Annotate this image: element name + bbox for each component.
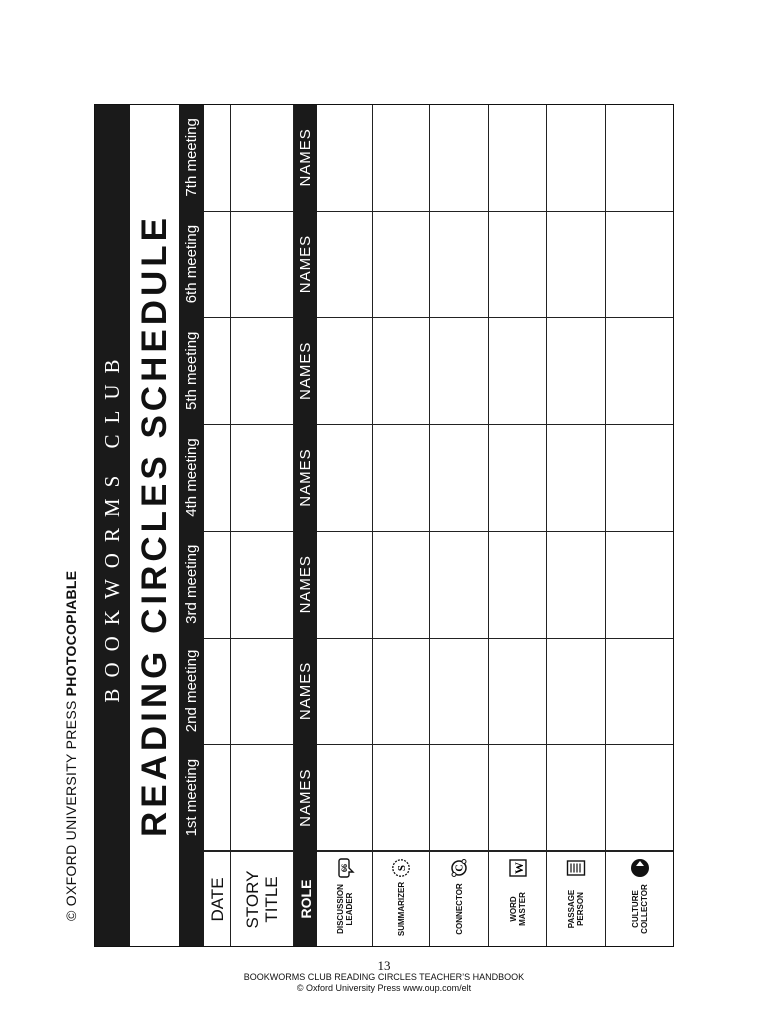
role-2-cell-6[interactable] (373, 211, 430, 318)
story-cell-4[interactable] (231, 424, 294, 531)
names-header-7: NAMES (294, 104, 317, 211)
role-6-cell-6[interactable] (606, 211, 674, 318)
story-cell-3[interactable] (231, 531, 294, 638)
photocopiable-label: PHOTOCOPIABLE (63, 570, 79, 697)
date-cell-3[interactable] (204, 531, 231, 638)
publisher-credit: © Oxford University Press www.oup.com/elt (296, 983, 472, 993)
role-name: PASSAGE PERSON (567, 889, 585, 929)
meeting-header-7: 7th meeting (179, 104, 204, 211)
names-header-2: NAMES (294, 638, 317, 745)
names-header-1: NAMES (294, 744, 317, 851)
meeting-header-1: 1st meeting (179, 744, 204, 851)
role-6-cell-1[interactable] (606, 744, 674, 851)
role-label-4 (489, 851, 547, 947)
role-2-cell-7[interactable] (373, 104, 430, 211)
s-circle-icon (391, 858, 411, 878)
svg-text:W: W (511, 862, 526, 874)
svg-text:66: 66 (339, 864, 349, 872)
role-2-cell-3[interactable] (373, 531, 430, 638)
role-1-cell-7[interactable] (317, 104, 373, 211)
role-4-cell-7[interactable] (489, 104, 547, 211)
role-1-cell-1[interactable] (317, 744, 373, 851)
schedule-sheet (94, 104, 674, 947)
meeting-header-6: 6th meeting (179, 211, 204, 318)
role-6-cell-4[interactable] (606, 424, 674, 531)
story-label-line1: STORY (243, 870, 262, 929)
role-5-cell-1[interactable] (547, 744, 606, 851)
role-6-cell-7[interactable] (606, 104, 674, 211)
role-3-cell-7[interactable] (430, 104, 489, 211)
copyright-notice (60, 570, 82, 921)
role-3-cell-5[interactable] (430, 317, 489, 424)
role-3-cell-4[interactable] (430, 424, 489, 531)
handbook-title: BOOKWORMS CLUB READING CIRCLES TEACHER’S HANDBOOK (243, 972, 525, 982)
story-cell-5[interactable] (231, 317, 294, 424)
date-cell-1[interactable] (204, 744, 231, 851)
svg-text:S: S (396, 864, 408, 872)
page-number: 13 (377, 958, 391, 973)
role-6-cell-2[interactable] (606, 638, 674, 745)
role-name: CONNECTOR (454, 883, 464, 935)
role-4-cell-6[interactable] (489, 211, 547, 318)
role-1-cell-2[interactable] (317, 638, 373, 745)
role-1-cell-5[interactable] (317, 317, 373, 424)
role-5-cell-3[interactable] (547, 531, 606, 638)
names-header-3: NAMES (294, 531, 317, 638)
role-5-cell-5[interactable] (547, 317, 606, 424)
role-3-cell-2[interactable] (430, 638, 489, 745)
connector-icon (449, 858, 469, 878)
meeting-header-4: 4th meeting (179, 424, 204, 531)
role-label-6 (606, 851, 674, 947)
meeting-header-blank (179, 851, 204, 947)
role-name: CULTURE COLLECTOR (630, 884, 649, 934)
schedule-title: READING CIRCLES SCHEDULE (130, 104, 179, 947)
story-title-row-label (231, 851, 294, 947)
copyright-text: © OXFORD UNIVERSITY PRESS (63, 700, 79, 921)
role-name: WORD MASTER (508, 892, 527, 926)
meeting-header-2: 2nd meeting (179, 638, 204, 745)
role-label-5 (547, 851, 606, 947)
role-6-cell-5[interactable] (606, 317, 674, 424)
role-6-cell-3[interactable] (606, 531, 674, 638)
story-label-line2: TITLE (262, 876, 281, 923)
speech-bubble-icon (335, 858, 355, 878)
date-cell-5[interactable] (204, 317, 231, 424)
story-cell-6[interactable] (231, 211, 294, 318)
names-header-4: NAMES (294, 424, 317, 531)
role-4-cell-1[interactable] (489, 744, 547, 851)
meeting-header-5: 5th meeting (179, 317, 204, 424)
role-name: SUMMARIZER (396, 881, 406, 937)
role-name: DISCUSSION LEADER (335, 884, 354, 934)
role-3-cell-1[interactable] (430, 744, 489, 851)
names-header-6: NAMES (294, 211, 317, 318)
date-cell-6[interactable] (204, 211, 231, 318)
svg-text:C: C (454, 864, 466, 872)
role-4-cell-4[interactable] (489, 424, 547, 531)
role-4-cell-5[interactable] (489, 317, 547, 424)
meeting-header-3: 3rd meeting (179, 531, 204, 638)
date-cell-2[interactable] (204, 638, 231, 745)
document-icon (566, 858, 586, 878)
role-label-2 (373, 851, 430, 947)
role-5-cell-4[interactable] (547, 424, 606, 531)
arrow-circle-icon (630, 858, 650, 878)
date-cell-7[interactable] (204, 104, 231, 211)
role-1-cell-4[interactable] (317, 424, 373, 531)
role-5-cell-2[interactable] (547, 638, 606, 745)
role-1-cell-6[interactable] (317, 211, 373, 318)
role-2-cell-4[interactable] (373, 424, 430, 531)
role-column-header: ROLE (294, 851, 317, 947)
role-4-cell-3[interactable] (489, 531, 547, 638)
role-3-cell-6[interactable] (430, 211, 489, 318)
story-cell-7[interactable] (231, 104, 294, 211)
role-2-cell-2[interactable] (373, 638, 430, 745)
date-cell-4[interactable] (204, 424, 231, 531)
role-3-cell-3[interactable] (430, 531, 489, 638)
role-2-cell-1[interactable] (373, 744, 430, 851)
role-2-cell-5[interactable] (373, 317, 430, 424)
role-label-3 (430, 851, 489, 947)
names-header-5: NAMES (294, 317, 317, 424)
story-cell-1[interactable] (231, 744, 294, 851)
w-box-icon (508, 858, 528, 878)
story-cell-2[interactable] (231, 638, 294, 745)
role-label-1 (317, 851, 373, 947)
date-row-label: DATE (204, 851, 231, 947)
role-4-cell-2[interactable] (489, 638, 547, 745)
role-1-cell-3[interactable] (317, 531, 373, 638)
role-5-cell-7[interactable] (547, 104, 606, 211)
club-banner: BOOKWORMS CLUB (94, 104, 130, 947)
role-5-cell-6[interactable] (547, 211, 606, 318)
